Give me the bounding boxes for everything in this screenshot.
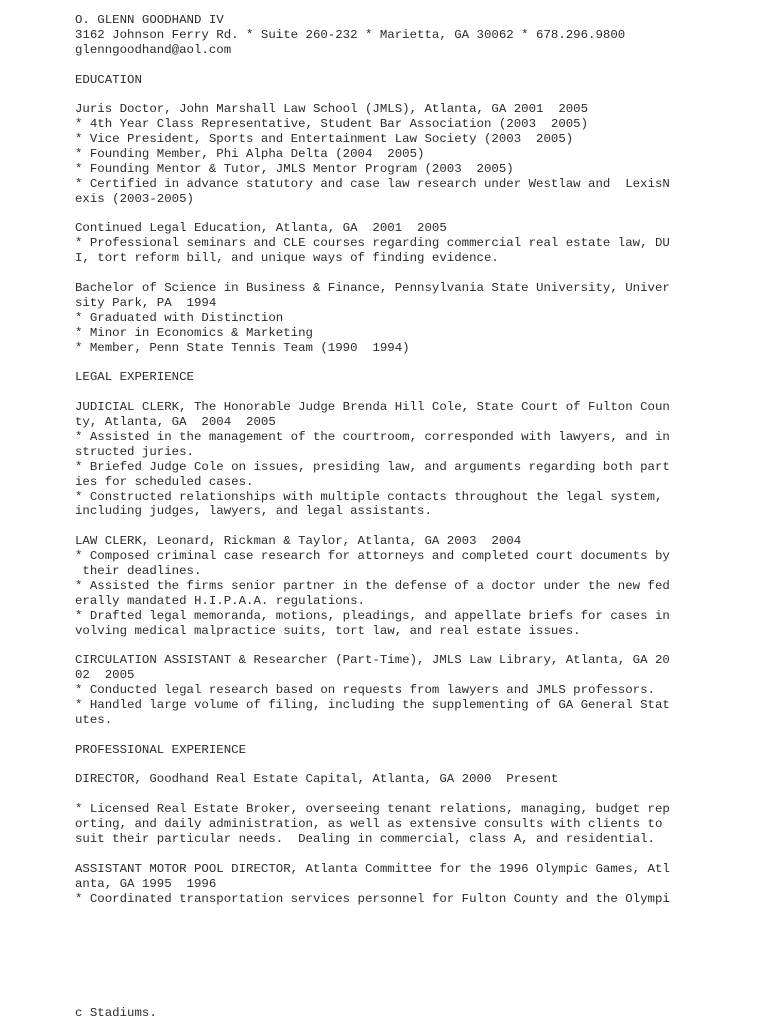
text-line: Continued Legal Education, Atlanta, GA 2001 2005 — [75, 221, 447, 236]
legal-experience-heading: LEGAL EXPERIENCE — [75, 370, 194, 385]
text-line: I, tort reform bill, and unique ways of finding evidence. — [75, 251, 499, 266]
resume-header — [75, 13, 765, 58]
professional-experience-heading: PROFESSIONAL EXPERIENCE — [75, 742, 247, 757]
text-line: * Certified in advance statutory and case law research under Westlaw and LexisN — [75, 176, 670, 191]
text-line: volving medical malpractice suits, tort law, and real estate issues. — [75, 623, 581, 638]
text-line: 02 2005 — [75, 668, 135, 683]
text-line: * Constructed relationships with multiple contacts throughout the legal system, — [75, 489, 663, 504]
text-line: * Vice President, Sports and Entertainment Law Society (2003 2005) — [75, 132, 574, 147]
text-line: sity Park, PA 1994 — [75, 295, 217, 310]
text-line: LAW CLERK, Leonard, Rickman & Taylor, Atlanta, GA 2003 2004 — [75, 534, 522, 549]
text-line: * Conducted legal research based on requests from lawyers and JMLS professors. — [75, 683, 655, 698]
education-bs-block — [75, 281, 765, 355]
text-line: * Member, Penn State Tennis Team (1990 1994) — [75, 340, 410, 355]
text-line: * Assisted the firms senior partner in the defense of a doctor under the new fed — [75, 578, 670, 593]
education-jd-block — [75, 102, 765, 206]
text-line: ty, Atlanta, GA 2004 2005 — [75, 415, 276, 430]
text-line: * Professional seminars and CLE courses regarding commercial real estate law, DU — [75, 236, 670, 251]
text-line: * Minor in Economics & Marketing — [75, 325, 313, 340]
text-line: erally mandated H.I.P.A.A. regulations. — [75, 593, 365, 608]
director-block — [75, 802, 765, 847]
text-line: including judges, lawyers, and legal assistants. — [75, 504, 432, 519]
law-clerk-block — [75, 534, 765, 638]
text-line: * Composed criminal case research for attorneys and completed court documents by — [75, 549, 670, 564]
text-line: * Founding Mentor & Tutor, JMLS Mentor Program (2003 2005) — [75, 161, 514, 176]
text-line: suit their particular needs. Dealing in commercial, class A, and residential. — [75, 831, 655, 846]
text-line: * Drafted legal memoranda, motions, pleadings, and appellate briefs for cases in — [75, 608, 670, 623]
text-line: their deadlines. — [75, 563, 202, 578]
circulation-assistant-block — [75, 653, 765, 727]
text-line: CIRCULATION ASSISTANT & Researcher (Part-Time), JMLS Law Library, Atlanta, GA 20 — [75, 653, 670, 668]
text-line: * 4th Year Class Representative, Student Bar Association (2003 2005) — [75, 117, 589, 132]
text-line: orting, and daily administration, as well as extensive consults with clients to — [75, 817, 663, 832]
education-cle-block — [75, 221, 765, 266]
candidate-name: O. GLENN GOODHAND IV — [75, 13, 224, 27]
text-line: Bachelor of Science in Business & Finance, Pennsylvania State University, Univer — [75, 281, 670, 296]
text-line: * Assisted in the management of the courtroom, corresponded with lawyers, and in — [75, 429, 670, 444]
text-line: * Handled large volume of filing, including the supplementing of GA General Stat — [75, 697, 670, 712]
text-line: Juris Doctor, John Marshall Law School (JMLS), Atlanta, GA 2001 2005 — [75, 102, 589, 117]
text-line: anta, GA 1995 1996 — [75, 876, 217, 891]
page-continuation-text: c Stadiums. — [75, 1006, 157, 1021]
text-line: ASSISTANT MOTOR POOL DIRECTOR, Atlanta Committee for the 1996 Olympic Games, Atl — [75, 861, 670, 876]
text-line: ies for scheduled cases. — [75, 474, 254, 489]
contact-address: 3162 Johnson Ferry Rd. * Suite 260-232 * Marietta, GA 30062 * 678.296.9800 — [75, 27, 626, 42]
contact-email: glenngoodhand@aol.com — [75, 42, 232, 57]
text-line: exis (2003-2005) — [75, 191, 194, 206]
judicial-clerk-block — [75, 400, 765, 519]
text-line: * Briefed Judge Cole on issues, presiding law, and arguments regarding both part — [75, 459, 670, 474]
text-line: * Licensed Real Estate Broker, overseeing tenant relations, managing, budget rep — [75, 802, 670, 817]
education-heading: EDUCATION — [75, 72, 142, 87]
text-line: * Graduated with Distinction — [75, 310, 284, 325]
text-line: * Coordinated transportation services personnel for Fulton County and the Olympi — [75, 891, 670, 906]
director-title: DIRECTOR, Goodhand Real Estate Capital, Atlanta, GA 2000 Present — [75, 772, 559, 787]
text-line: structed juries. — [75, 444, 194, 459]
text-line: utes. — [75, 712, 113, 727]
resume-document — [75, 13, 765, 1021]
motor-pool-block — [75, 862, 765, 907]
text-line: * Founding Member, Phi Alpha Delta (2004 2005) — [75, 147, 425, 162]
text-line: JUDICIAL CLERK, The Honorable Judge Brenda Hill Cole, State Court of Fulton Coun — [75, 400, 670, 415]
